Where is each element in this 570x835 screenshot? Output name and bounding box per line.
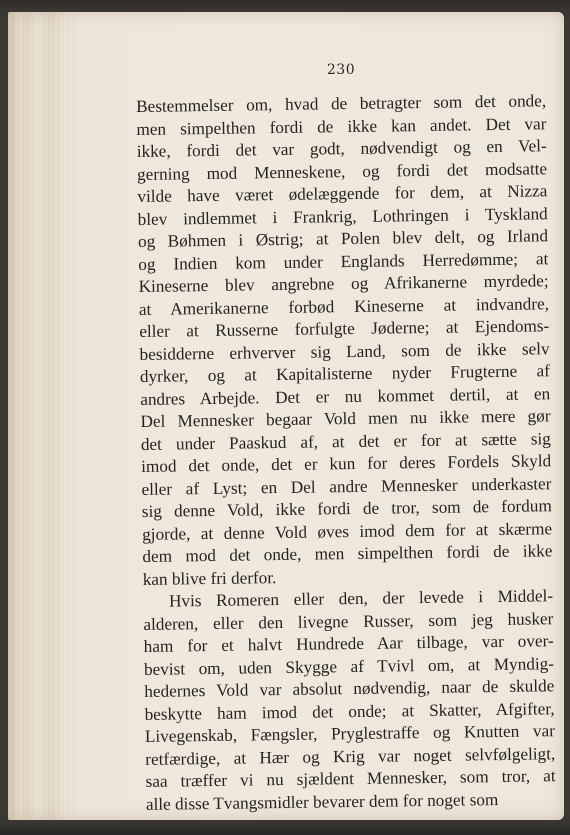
text-line: saa træffer vi nu sjældent Mennesker, som tror, at bbox=[145, 766, 556, 791]
text-line: Kineserne blev angrebne og Afrikanerne myrdede; bbox=[138, 271, 549, 296]
text-line: kan blive fri derfor. bbox=[142, 567, 277, 589]
text-line: men simpelthen fordi de ikke kan andet. Det var bbox=[136, 113, 547, 139]
text-line: og Bøhmen i Østrig; at Polen blev delt, og Irland bbox=[137, 226, 549, 251]
text-line: Del Mennesker begaar Vold men nu ikke mere gør bbox=[140, 406, 551, 431]
text-line: Hvis Romeren eller den, der levede i Middel- bbox=[168, 586, 554, 611]
text-line: andres Arbejde. Det er nu kommet dertil, at en bbox=[140, 383, 551, 409]
paragraph bbox=[143, 585, 556, 816]
text-line: Livegenskab, Fængsler, Pryglestraffe og Knutten var bbox=[144, 721, 556, 746]
text-line: alderen, eller den livegne Russer, som jeg husker bbox=[143, 608, 554, 634]
text-line: besidderne erhverver sig Land, som de ikke selv bbox=[139, 338, 550, 364]
text-line: dyrker, og at Kapitalisterne nyder Frugterne af bbox=[139, 361, 551, 386]
text-line: og Indien kom under Englands Herredømme; at bbox=[138, 248, 549, 274]
text-line: alle disse Tvangsmidler bevarer dem for noget som bbox=[145, 789, 499, 814]
text-line: ikke, fordi det var godt, nødvendigt og en Vel- bbox=[136, 136, 547, 161]
text-line: at Amerikanerne forbød Kineserne at indvandre, bbox=[138, 293, 550, 319]
text-line: vilde have været ødelæggende for dem, at Nizza bbox=[137, 181, 548, 206]
text-line: blev indlemmet i Frankrig, Lothringen i Tyskland bbox=[137, 203, 548, 229]
paragraph bbox=[136, 90, 553, 591]
page-number: 230 bbox=[326, 62, 356, 78]
body-text bbox=[136, 90, 556, 816]
text-line: dem mod det onde, men simpelthen fordi de ikke bbox=[142, 541, 553, 566]
text-line: gjorde, at denne Vold øves imod dem for at skærme bbox=[141, 518, 553, 544]
text-line: ham for et halvt Hundrede Aar tilbage, var over- bbox=[143, 631, 554, 656]
text-line: imod det onde, det er kun for deres Fordels Skyld bbox=[141, 451, 552, 476]
text-line: eller af Lyst; en Del andre Mennesker underkaster bbox=[141, 473, 552, 499]
text-line: bevist om, uden Skygge af Tvivl om, at Myndig- bbox=[143, 653, 555, 679]
text-line: retfærdige, at Hær og Krig var noget selvfølgeligt, bbox=[145, 743, 556, 769]
page-gutter-edge bbox=[8, 12, 76, 820]
text-line: Bestemmelser om, hvad de betragter som det onde, bbox=[136, 91, 547, 116]
text-line: hedernes Vold var absolut nødvendig, naar de skulde bbox=[144, 676, 555, 701]
text-line: gerning mod Menneskene, og fordi det modsatte bbox=[136, 158, 548, 184]
text-line: det under Paaskud af, at det er for at sætte sig bbox=[140, 428, 551, 454]
text-line: eller at Russerne forfulgte Jøderne; at Ejendoms- bbox=[139, 316, 550, 341]
text-line: sig denne Vold, ikke fordi de tror, som de fordum bbox=[141, 496, 552, 521]
text-line: beskytte ham imod det onde; at Skatter, Afgifter, bbox=[144, 698, 555, 724]
book-page bbox=[8, 12, 564, 820]
